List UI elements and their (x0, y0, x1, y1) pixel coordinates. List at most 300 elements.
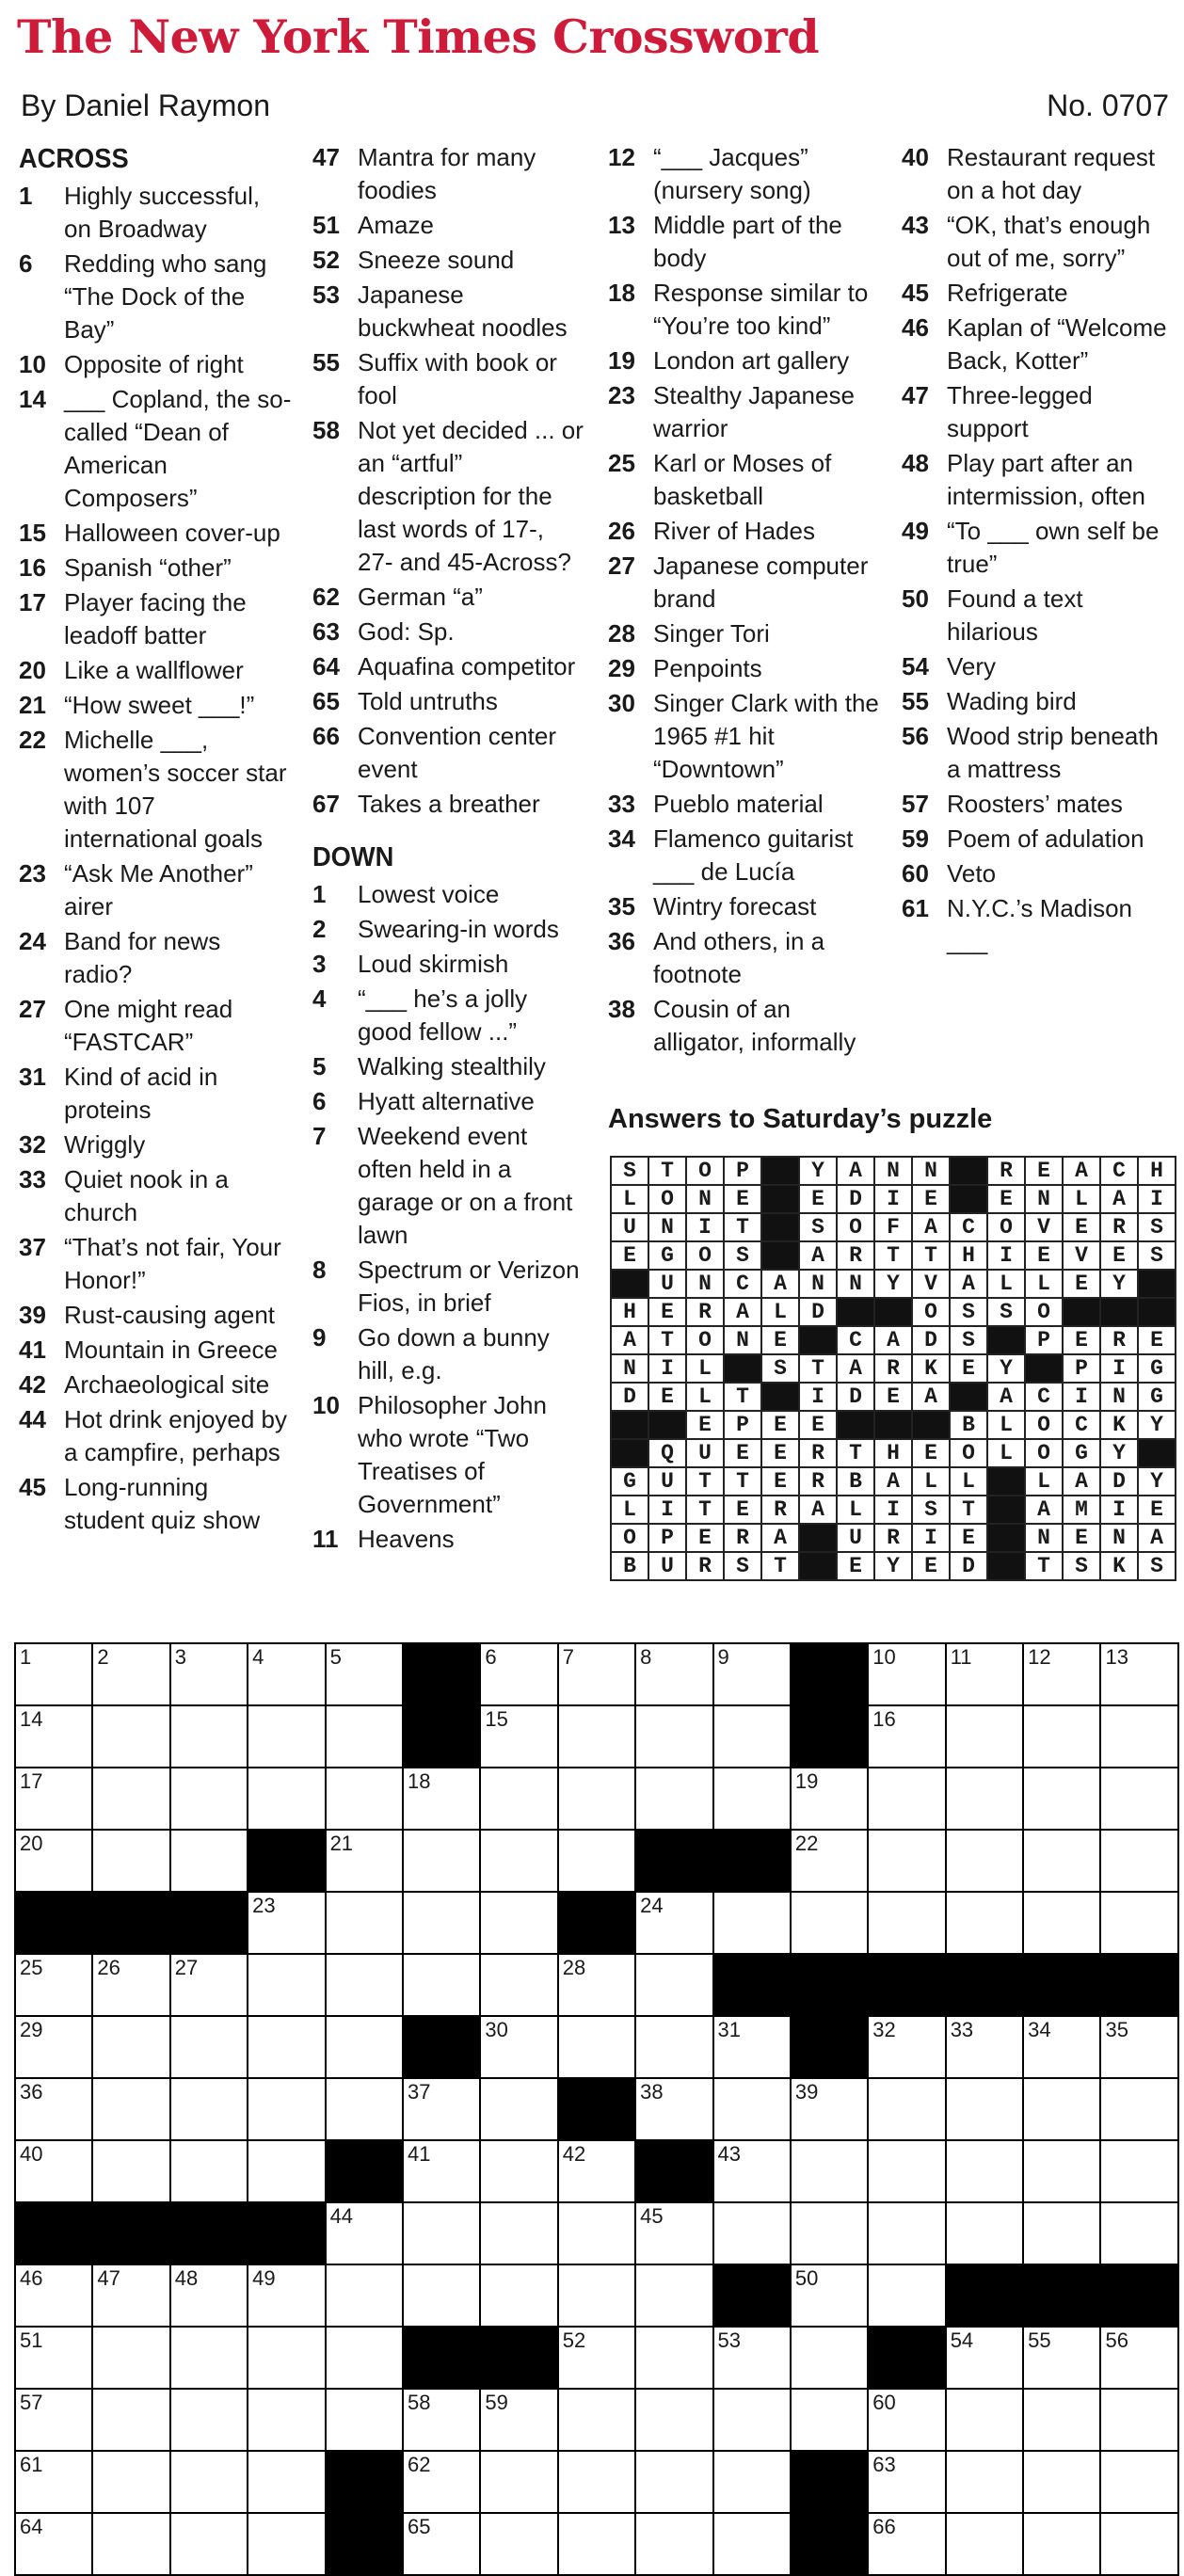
grid-cell[interactable] (1101, 2079, 1178, 2141)
grid-cell[interactable] (559, 2514, 636, 2576)
grid-cell[interactable] (248, 2017, 326, 2079)
grid-cell[interactable] (1024, 1768, 1101, 1831)
answer-letter: I (1064, 1384, 1101, 1412)
grid-cell[interactable] (481, 1831, 558, 1893)
grid-cell[interactable] (16, 2390, 93, 2452)
clue-item (608, 823, 881, 888)
grid-cell[interactable] (93, 1706, 170, 1768)
cell-number: 24 (640, 1894, 664, 1917)
grid-cell[interactable] (1024, 2079, 1101, 2141)
grid-cell[interactable] (16, 2514, 93, 2576)
clue-number: 8 (312, 1256, 327, 1284)
grid-cell[interactable] (93, 1955, 170, 2017)
grid-cell[interactable] (171, 1768, 248, 1831)
clue-number: 51 (312, 211, 340, 239)
clue-number: 66 (312, 722, 340, 750)
grid-cell[interactable] (1024, 2514, 1101, 2576)
grid-cell[interactable] (171, 1706, 248, 1768)
grid-cell[interactable] (481, 2079, 558, 2141)
clue-number: 52 (312, 246, 340, 274)
grid-cell[interactable] (1101, 1768, 1178, 1831)
grid-cell[interactable] (16, 2328, 93, 2390)
grid-cell[interactable] (1024, 1893, 1101, 1955)
clue-text: Band for news radio? (64, 927, 221, 988)
answer-letter: L (1026, 1271, 1064, 1299)
grid-cell[interactable] (481, 2141, 558, 2203)
clue-number: 1 (19, 182, 33, 210)
cell-number: 61 (20, 2453, 43, 2476)
grid-cell[interactable] (248, 1893, 326, 1955)
answer-black-square (725, 1355, 762, 1384)
grid-cell[interactable] (947, 2390, 1024, 2452)
answer-black-square (1139, 1271, 1176, 1299)
cell-number: 49 (252, 2266, 276, 2290)
answer-letter: O (988, 1214, 1026, 1242)
clue-item (312, 948, 585, 981)
grid-cell[interactable] (171, 1831, 248, 1893)
cell-number: 44 (329, 2204, 354, 2228)
grid-cell[interactable] (1024, 2141, 1101, 2203)
grid-cell[interactable] (947, 1768, 1024, 1831)
answer-letter: P (725, 1158, 762, 1186)
grid-cell[interactable] (248, 1644, 326, 1706)
grid-cell[interactable] (248, 2079, 326, 2141)
clue-number: 45 (19, 1473, 46, 1501)
grid-cell[interactable] (16, 1831, 93, 1893)
grid-cell[interactable] (481, 2390, 558, 2452)
grid-cell[interactable] (404, 2514, 481, 2576)
grid-cell[interactable] (404, 2452, 481, 2514)
clue-item (19, 348, 292, 381)
grid-cell[interactable] (869, 2079, 946, 2141)
grid-cell[interactable] (714, 1768, 792, 1831)
answer-letter: N (687, 1271, 725, 1299)
cell-number: 14 (20, 1707, 43, 1731)
grid-cell[interactable] (481, 2265, 558, 2328)
grid-cell[interactable] (171, 2390, 248, 2452)
grid-cell[interactable] (947, 2141, 1024, 2203)
grid-cell[interactable] (327, 2328, 404, 2390)
grid-cell[interactable] (1024, 2203, 1101, 2265)
grid-cell[interactable] (248, 1768, 326, 1831)
grid-cell[interactable] (1101, 2141, 1178, 2203)
grid-cell[interactable] (947, 1706, 1024, 1768)
grid-cell[interactable] (947, 2452, 1024, 2514)
grid-cell[interactable] (714, 2452, 792, 2514)
grid-cell[interactable] (171, 2141, 248, 2203)
grid-cell[interactable] (869, 2203, 946, 2265)
grid-cell[interactable] (327, 1893, 404, 1955)
grid-cell[interactable] (248, 2141, 326, 2203)
clue-text: Mountain in Greece (64, 1336, 278, 1364)
grid-cell[interactable] (1101, 2203, 1178, 2265)
grid-cell[interactable] (869, 2265, 946, 2328)
clue-item (902, 141, 1175, 207)
grid-cell[interactable] (636, 2265, 713, 2328)
grid-cell[interactable] (947, 2017, 1024, 2079)
clue-number: 6 (312, 1087, 327, 1115)
answer-letter: A (913, 1384, 951, 1412)
clue-text: Takes a breather (358, 790, 540, 818)
clue-number: 39 (19, 1301, 46, 1329)
grid-cell[interactable] (481, 1644, 558, 1706)
grid-cell[interactable] (636, 2390, 713, 2452)
grid-cell[interactable] (1101, 2328, 1178, 2390)
answer-letter: N (687, 1186, 725, 1214)
grid-cell[interactable] (636, 1955, 713, 2017)
answer-letter: M (1064, 1496, 1101, 1525)
black-square (792, 1644, 869, 1706)
grid-cell[interactable] (714, 2514, 792, 2576)
answer-black-square (838, 1412, 875, 1440)
grid-cell[interactable] (559, 2265, 636, 2328)
grid-cell[interactable] (559, 1768, 636, 1831)
grid-cell[interactable] (792, 2328, 869, 2390)
grid-cell[interactable] (714, 1644, 792, 1706)
cell-number: 65 (407, 2515, 431, 2538)
cell-number: 58 (407, 2391, 431, 2414)
grid-cell[interactable] (481, 1955, 558, 2017)
grid-cell[interactable] (947, 1644, 1024, 1706)
grid-cell[interactable] (327, 1831, 404, 1893)
grid-cell[interactable] (248, 2328, 326, 2390)
answer-letter: E (1026, 1242, 1064, 1271)
grid-cell[interactable] (792, 1893, 869, 1955)
cell-number: 26 (97, 1956, 120, 1979)
grid-cell[interactable] (16, 1768, 93, 1831)
grid-cell[interactable] (714, 2079, 792, 2141)
grid-cell[interactable] (636, 2079, 713, 2141)
grid-cell[interactable] (327, 2079, 404, 2141)
clue-number: 62 (312, 583, 340, 611)
grid-cell[interactable] (1101, 2514, 1178, 2576)
grid-cell[interactable] (1024, 1706, 1101, 1768)
grid-cell[interactable] (171, 2514, 248, 2576)
answer-letter: O (687, 1327, 725, 1355)
grid-cell[interactable] (636, 1644, 713, 1706)
clue-number: 50 (902, 584, 929, 613)
answer-letter: R (800, 1468, 838, 1496)
answer-black-square (762, 1186, 800, 1214)
black-square (869, 2328, 946, 2390)
grid-cell[interactable] (869, 1644, 946, 1706)
clue-item (902, 720, 1175, 786)
answer-letter: I (687, 1214, 725, 1242)
grid-cell[interactable] (404, 1831, 481, 1893)
clue-number: 18 (608, 279, 635, 307)
grid-cell[interactable] (559, 1831, 636, 1893)
answer-letter: E (1064, 1327, 1101, 1355)
clue-number: 2 (312, 915, 327, 943)
answer-letter: S (800, 1214, 838, 1242)
grid-cell[interactable] (1101, 1706, 1178, 1768)
grid-cell[interactable] (404, 1893, 481, 1955)
cell-number: 42 (562, 2142, 586, 2166)
grid-cell[interactable] (636, 1893, 713, 1955)
grid-cell[interactable] (1101, 1831, 1178, 1893)
answer-letter: L (1026, 1468, 1064, 1496)
grid-cell[interactable] (327, 2203, 404, 2265)
grid-cell[interactable] (481, 2514, 558, 2576)
clue-text: Loud skirmish (358, 950, 509, 978)
answer-letter: A (1064, 1468, 1101, 1496)
black-square (93, 2203, 170, 2265)
grid-cell[interactable] (869, 2141, 946, 2203)
answer-letter: L (988, 1412, 1026, 1440)
grid-cell[interactable] (792, 2265, 869, 2328)
grid-cell[interactable] (327, 1768, 404, 1831)
answer-letter: U (838, 1525, 875, 1553)
grid-cell[interactable] (636, 1706, 713, 1768)
grid-cell[interactable] (714, 1706, 792, 1768)
clue-text: Three-legged support (947, 381, 1093, 442)
grid-cell[interactable] (171, 2079, 248, 2141)
grid-cell[interactable] (327, 2265, 404, 2328)
grid-cell[interactable] (869, 2452, 946, 2514)
grid-cell[interactable] (636, 2514, 713, 2576)
clue-item (19, 517, 292, 550)
grid-cell[interactable] (327, 2390, 404, 2452)
grid-cell[interactable] (16, 2017, 93, 2079)
answers-title: Answers to Saturday’s puzzle (608, 1104, 993, 1134)
grid-cell[interactable] (327, 1706, 404, 1768)
grid-cell[interactable] (792, 2079, 869, 2141)
answer-letter: H (612, 1299, 649, 1327)
grid-cell[interactable] (869, 1893, 946, 1955)
answer-letter: D (838, 1186, 875, 1214)
grid-cell[interactable] (93, 2265, 170, 2328)
grid-cell[interactable] (559, 2017, 636, 2079)
grid-cell[interactable] (93, 1644, 170, 1706)
grid-cell[interactable] (93, 2390, 170, 2452)
grid-cell[interactable] (481, 2452, 558, 2514)
answer-letter: T (725, 1468, 762, 1496)
grid-cell[interactable] (16, 2141, 93, 2203)
answer-letter: B (612, 1553, 649, 1581)
grid-cell[interactable] (559, 2203, 636, 2265)
cell-number: 21 (329, 1832, 354, 1855)
grid-cell[interactable] (947, 2514, 1024, 2576)
grid-cell[interactable] (792, 1768, 869, 1831)
grid-cell[interactable] (947, 2203, 1024, 2265)
clue-text: Michelle ___, women’s soccer star with 107 international goals (64, 726, 287, 853)
grid-cell[interactable] (1101, 2390, 1178, 2452)
grid-cell[interactable] (714, 2203, 792, 2265)
clue-number: 55 (902, 687, 929, 715)
grid-cell[interactable] (1101, 1893, 1178, 1955)
grid-cell[interactable] (404, 1768, 481, 1831)
clue-number: 10 (312, 1391, 340, 1419)
grid-cell[interactable] (404, 2390, 481, 2452)
clue-item (608, 550, 881, 616)
grid-cell[interactable] (636, 2452, 713, 2514)
clue-text: One might read “FASTCAR” (64, 995, 233, 1056)
grid-cell[interactable] (714, 1893, 792, 1955)
grid-cell[interactable] (327, 1955, 404, 2017)
clue-item (902, 685, 1175, 718)
grid-cell[interactable] (16, 1644, 93, 1706)
clue-number: 24 (19, 927, 46, 955)
grid-cell[interactable] (16, 1706, 93, 1768)
grid-cell[interactable] (93, 1768, 170, 1831)
grid-cell[interactable] (636, 2203, 713, 2265)
answer-letter: B (838, 1468, 875, 1496)
grid-cell[interactable] (404, 1955, 481, 2017)
grid-cell[interactable] (869, 1706, 946, 1768)
grid-cell[interactable] (171, 2328, 248, 2390)
cell-number: 28 (562, 1956, 586, 1979)
answer-black-square (612, 1412, 649, 1440)
clue-number: 12 (608, 143, 635, 171)
grid-cell[interactable] (1101, 2017, 1178, 2079)
grid-cell[interactable] (1024, 1831, 1101, 1893)
grid-cell[interactable] (869, 1768, 946, 1831)
grid-cell[interactable] (869, 2017, 946, 2079)
answer-letter: E (800, 1412, 838, 1440)
clue-item (608, 687, 881, 786)
clue-item (19, 1061, 292, 1127)
grid-cell[interactable] (93, 2328, 170, 2390)
grid-cell[interactable] (792, 2203, 869, 2265)
grid-cell[interactable] (404, 2141, 481, 2203)
answer-letter: R (1101, 1327, 1139, 1355)
answer-letter: S (1139, 1242, 1176, 1271)
grid-cell[interactable] (1101, 2452, 1178, 2514)
grid-cell[interactable] (559, 1706, 636, 1768)
grid-cell[interactable] (636, 1768, 713, 1831)
clue-text: “OK, that’s enough out of me, sorry” (947, 211, 1151, 272)
grid-cell[interactable] (559, 1644, 636, 1706)
grid-cell[interactable] (559, 2141, 636, 2203)
grid-cell[interactable] (93, 2079, 170, 2141)
grid-cell[interactable] (792, 1831, 869, 1893)
grid-cell[interactable] (404, 2265, 481, 2328)
clue-text: Sneeze sound (358, 246, 515, 274)
cell-number: 33 (950, 2018, 974, 2041)
answer-black-square (875, 1299, 913, 1327)
answer-letter: E (1064, 1214, 1101, 1242)
answer-letter: B (951, 1412, 988, 1440)
grid-cell[interactable] (16, 2079, 93, 2141)
grid-cell[interactable] (248, 1955, 326, 2017)
clue-item (312, 414, 585, 579)
grid-cell[interactable] (481, 2017, 558, 2079)
grid-cell[interactable] (947, 1893, 1024, 1955)
grid-cell[interactable] (404, 2203, 481, 2265)
grid-cell[interactable] (1024, 1644, 1101, 1706)
black-square (869, 1955, 946, 2017)
clue-number: 59 (902, 824, 929, 853)
grid-cell[interactable] (327, 2017, 404, 2079)
grid-cell[interactable] (1024, 2452, 1101, 2514)
grid-cell[interactable] (714, 2017, 792, 2079)
grid-cell[interactable] (248, 1706, 326, 1768)
grid-cell[interactable] (559, 1955, 636, 2017)
grid-cell[interactable] (714, 2390, 792, 2452)
grid-cell[interactable] (481, 1706, 558, 1768)
grid-cell[interactable] (559, 2328, 636, 2390)
grid-cell[interactable] (869, 2514, 946, 2576)
grid-cell[interactable] (171, 2452, 248, 2514)
grid-cell[interactable] (248, 2390, 326, 2452)
grid-cell[interactable] (248, 2452, 326, 2514)
grid-cell[interactable] (792, 2390, 869, 2452)
grid-cell[interactable] (947, 1831, 1024, 1893)
cell-number: 63 (872, 2453, 896, 2476)
grid-cell[interactable] (714, 2328, 792, 2390)
answer-letter: Y (1139, 1412, 1176, 1440)
grid-cell[interactable] (171, 1644, 248, 1706)
grid-cell[interactable] (93, 2514, 170, 2576)
clue-item (19, 1299, 292, 1332)
black-square (481, 2328, 558, 2390)
grid-cell[interactable] (93, 2452, 170, 2514)
grid-cell[interactable] (171, 1955, 248, 2017)
cell-number: 20 (20, 1832, 43, 1855)
clue-text: Spectrum or Verizon Fios, in brief (358, 1256, 580, 1317)
grid-cell[interactable] (947, 2079, 1024, 2141)
answer-letter: G (1139, 1355, 1176, 1384)
answer-letter: U (687, 1440, 725, 1468)
clue-number: 17 (19, 588, 46, 616)
grid-cell[interactable] (559, 2452, 636, 2514)
grid-cell[interactable] (16, 1955, 93, 2017)
grid-cell[interactable] (714, 2141, 792, 2203)
grid-cell[interactable] (93, 1831, 170, 1893)
clue-number: 48 (902, 449, 929, 477)
grid-cell[interactable] (559, 2390, 636, 2452)
grid-cell[interactable] (93, 2017, 170, 2079)
answer-letter: Y (1139, 1468, 1176, 1496)
clue-number: 5 (312, 1052, 327, 1080)
black-square (1101, 2265, 1178, 2328)
grid-cell[interactable] (869, 1831, 946, 1893)
clue-text: Wood strip beneath a mattress (947, 722, 1159, 783)
grid-cell[interactable] (869, 2390, 946, 2452)
grid-cell[interactable] (481, 1768, 558, 1831)
grid-cell[interactable] (636, 2328, 713, 2390)
grid-cell[interactable] (1024, 2328, 1101, 2390)
grid-cell[interactable] (16, 2452, 93, 2514)
grid-cell[interactable] (1024, 2017, 1101, 2079)
grid-cell[interactable] (404, 2079, 481, 2141)
grid-cell[interactable] (481, 2203, 558, 2265)
clue-item (902, 823, 1175, 856)
grid-cell[interactable] (16, 2265, 93, 2328)
answer-letter: Y (800, 1158, 838, 1186)
grid-cell[interactable] (248, 2514, 326, 2576)
clue-text: German “a” (358, 583, 483, 611)
grid-cell[interactable] (1101, 1644, 1178, 1706)
black-square (714, 1831, 792, 1893)
grid-cell[interactable] (636, 2017, 713, 2079)
grid-cell[interactable] (1024, 2390, 1101, 2452)
clue-item (312, 279, 585, 344)
answer-letter: A (838, 1158, 875, 1186)
grid-cell[interactable] (327, 1644, 404, 1706)
clue-text: “To ___ own self be true” (947, 517, 1160, 578)
black-square (327, 2141, 404, 2203)
grid-cell[interactable] (947, 2328, 1024, 2390)
answer-letter: C (725, 1271, 762, 1299)
grid-cell[interactable] (171, 2265, 248, 2328)
grid-cell[interactable] (481, 1893, 558, 1955)
grid-cell[interactable] (792, 2141, 869, 2203)
grid-cell[interactable] (93, 2141, 170, 2203)
clue-text: Amaze (358, 211, 434, 239)
grid-cell[interactable] (248, 2265, 326, 2328)
grid-cell[interactable] (171, 2017, 248, 2079)
